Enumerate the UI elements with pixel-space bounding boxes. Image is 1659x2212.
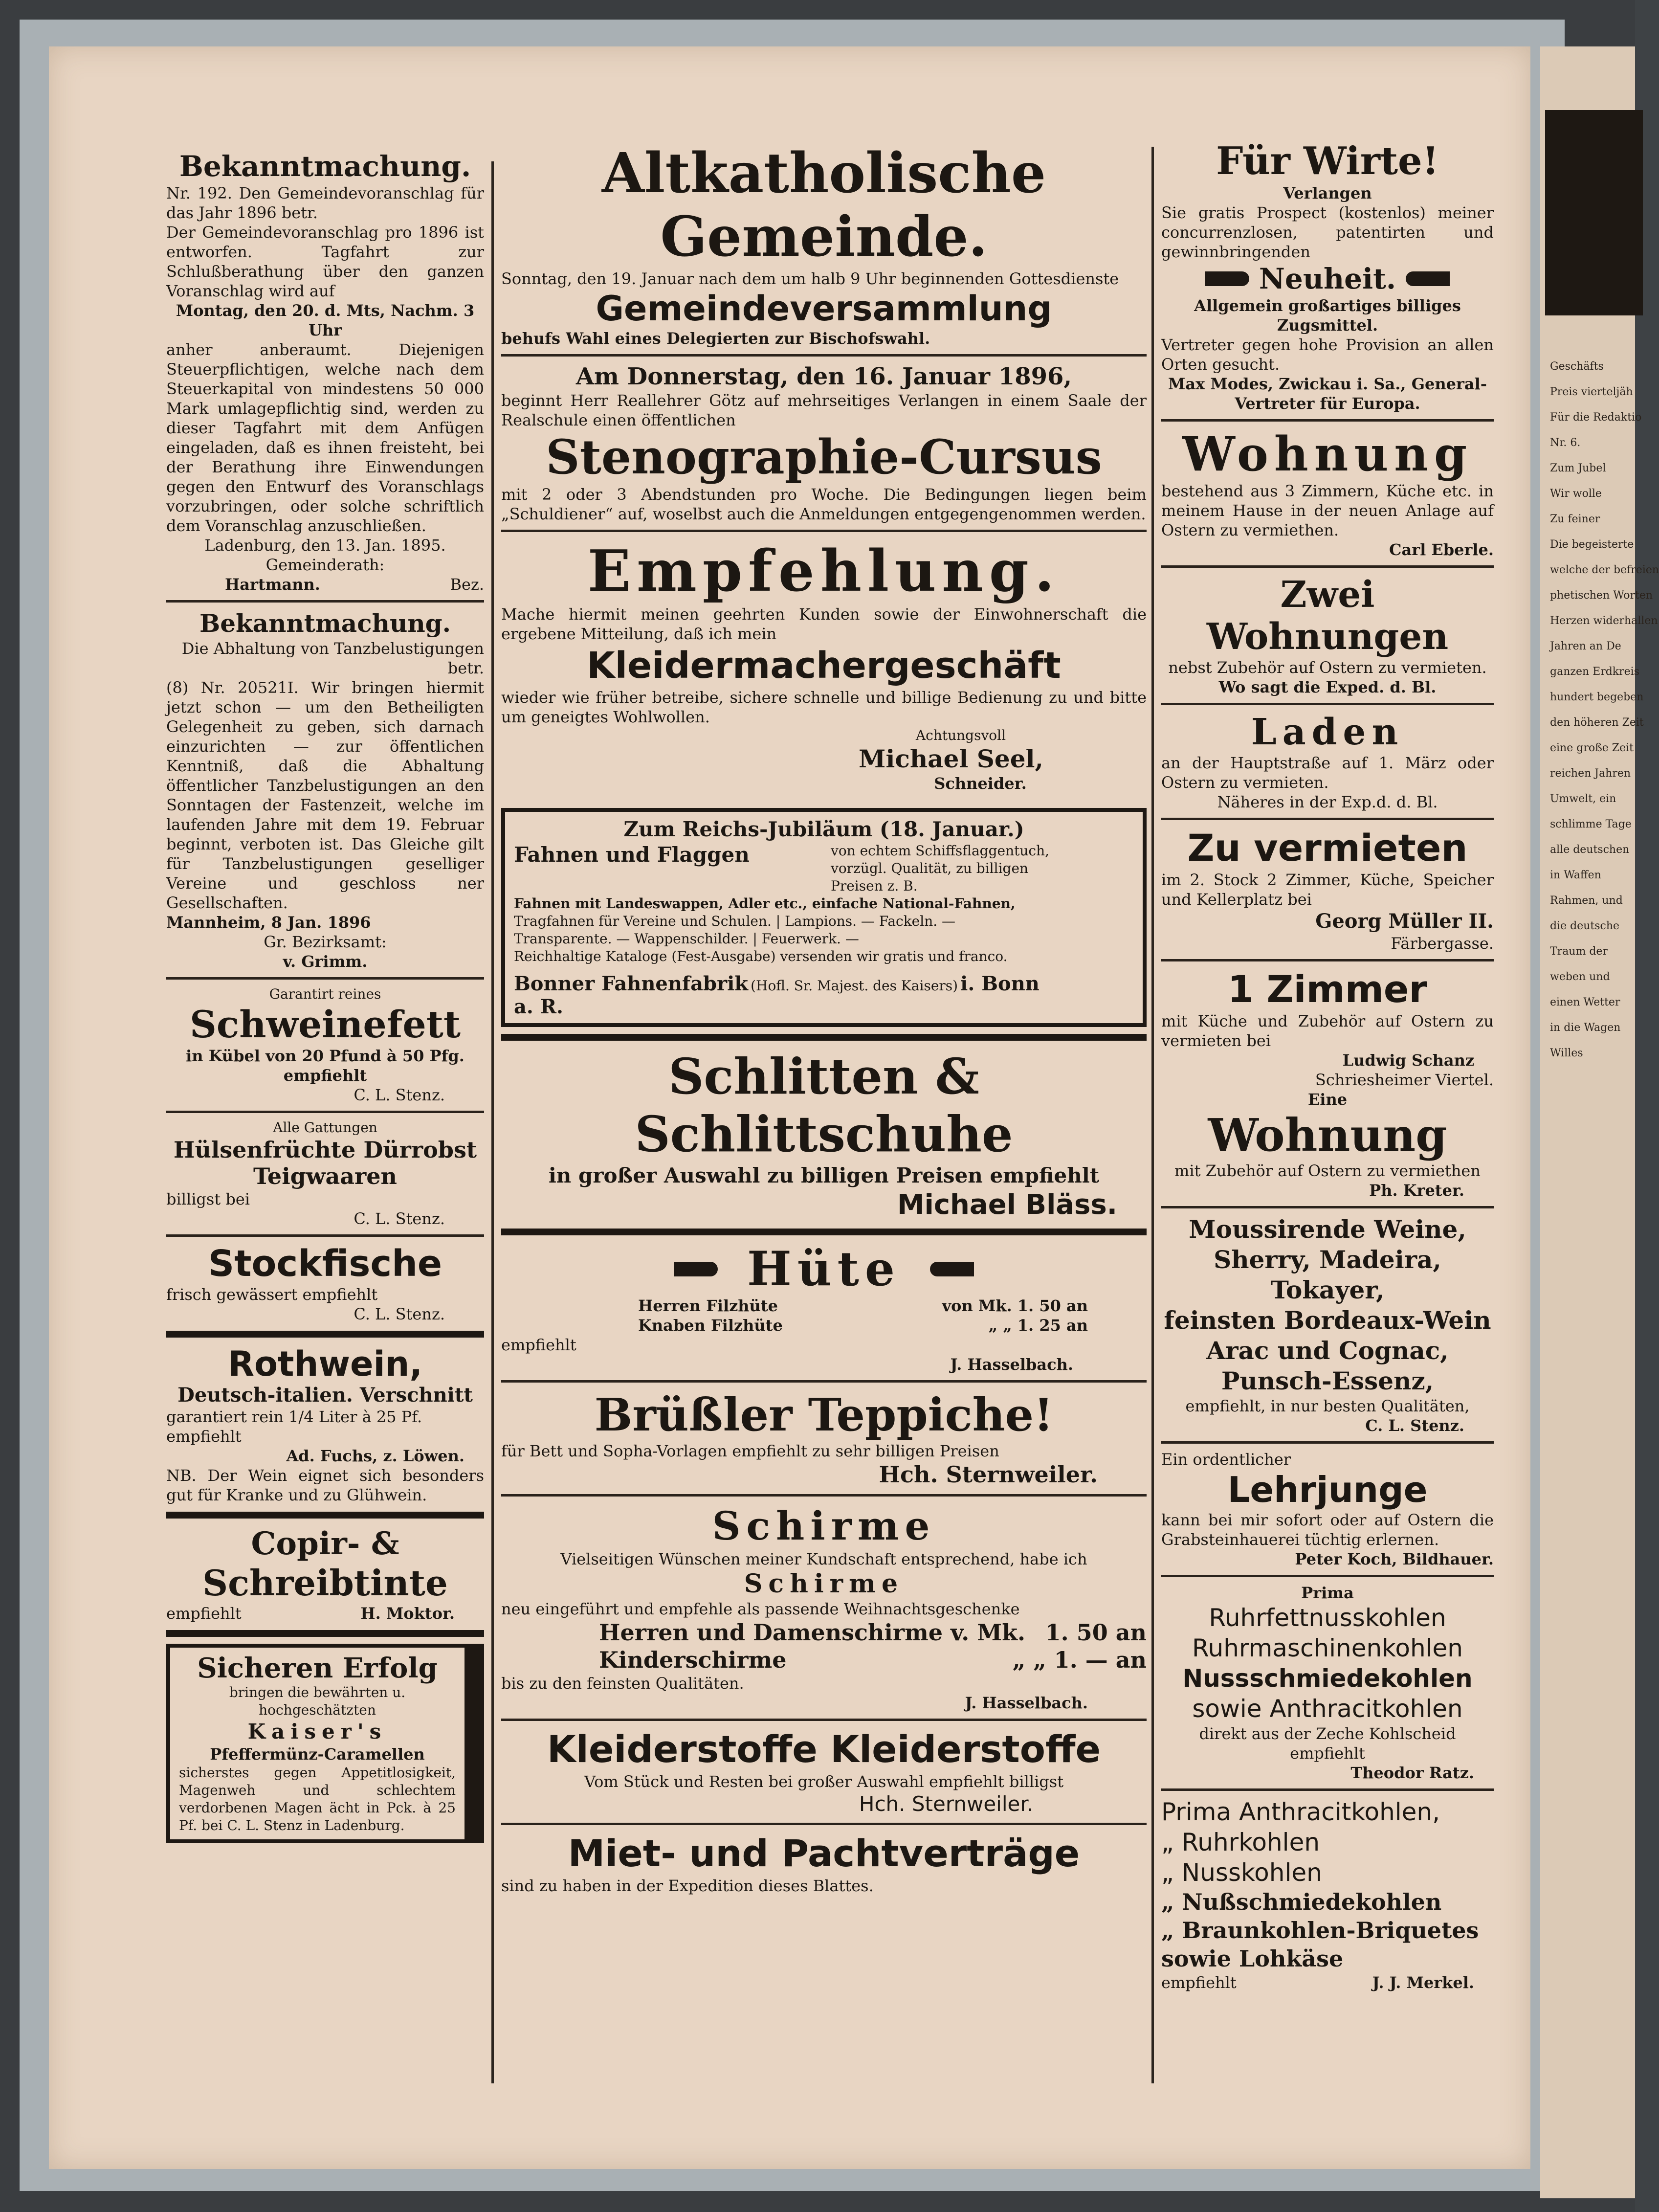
ad-coal-2 [1161,1797,1494,1992]
ad-wines-l1: Moussirende Weine, [1189,1215,1466,1244]
ad-apprentice [1161,1450,1494,1569]
ad-red-wine-sig: Ad. Fuchs, z. Löwen. [286,1447,465,1465]
ad-innkeepers-head: Neuheit. [1259,262,1396,295]
divider-thick [166,1630,484,1637]
ad-fabrics-body: Vom Stück und Resten bei großer Auswahl empfiehlt billigst [584,1772,1064,1791]
ad-coal-1-l1: Ruhrfettnusskohlen [1209,1604,1446,1632]
notice-budget-body2: anher anberaumt. Diejenigen Steuerpflichtigen, welche nach dem Steuerkapital von mindestens 50 000 Mark umlagepflichtig sind, werden zu dieser Tagfahrt mit dem Anfügen eingeladen, daß es ihnen freisteht, bei der Berathung ihre Einwendungen gegen den Entwurf des Voranschlags vorzubringen, oder solche schriftlich dem Voranschlag anzuschließen. [166,340,484,535]
next-page-line: Wir wolle [1550,488,1602,500]
divider [1161,1206,1494,1208]
ad-room-body: mit Küche und Zubehör auf Ostern zu vermieten bei [1161,1012,1494,1050]
ad-tailor-body2: wieder wie früher betreibe, sichere schnelle und billige Bedienung zu und bitte um geneigtes Wohlwollen. [501,688,1147,726]
ad-tailor-head: Kleidermachergeschäft [587,645,1061,687]
notice-dance-place: Mannheim, 8 Jan. 1896 [166,913,371,932]
ad-innkeepers-sub: Verlangen [1283,184,1372,202]
notice-budget [166,149,484,594]
ad-wines-l4: Arac und Cognac, [1206,1336,1449,1365]
ad-legumes-pre: Alle Gattungen [273,1119,377,1136]
ad-carpets-body: für Bett und Sopha-Vorlagen empfiehlt zu sehr billigen Preisen [501,1442,999,1460]
ad-umbrellas [501,1502,1147,1713]
ad-flags-l1: Fahnen mit Landeswappen, Adler etc., einfache National-Fahnen, [514,895,1016,912]
next-page-line: in die Wagen [1550,1022,1621,1034]
ad-old-catholic-title: Altkatholische Gemeinde. [601,141,1046,269]
ad-coal-2-l5: „ Braunkohlen-Briquetes [1161,1917,1479,1944]
divider [501,530,1147,532]
ad-fabrics-sig: Hch. Sternweiler. [859,1792,1034,1816]
notice-budget-line: Nr. 192. Den Gemeindevoranschlag für das Jahr 1896 betr. [166,184,484,222]
notice-dance [166,608,484,971]
notice-budget-sig3: Bez. [450,575,484,594]
divider [501,1719,1147,1721]
ad-for-rent-sig2: Färbergasse. [1391,934,1494,953]
divider [1161,818,1494,820]
next-page-line: die deutsche [1550,920,1620,932]
ad-hats-r2a: Knaben Filzhüte [638,1316,783,1335]
ad-legumes-sig: C. L. Stenz. [354,1209,445,1228]
ad-tailor-sig0: Achtungsvoll [915,727,1006,743]
ad-ink-title2: Schreibtinte [202,1562,448,1604]
column-rule-right [1151,147,1154,2083]
ad-hats [501,1242,1147,1374]
divider [1161,1441,1494,1444]
ad-red-wine-body: garantiert rein 1/4 Liter à 25 Pf. empfiehlt [166,1408,422,1446]
ad-contracts-title: Miet- und Pachtverträge [568,1832,1080,1875]
ad-umbrellas-r1b: 1. 50 an [1045,1619,1147,1646]
next-page-line: schlimme Tage [1550,818,1632,830]
ad-red-wine-nb: NB. Der Wein eignet sich besonders gut für Kranke und zu Glühwein. [166,1466,484,1504]
ad-apprentice-pre: Ein ordentlicher [1161,1450,1291,1469]
next-page-line: Herzen widerhallen [1550,615,1658,627]
notice-budget-title: Bekanntmachung. [179,150,471,183]
ad-two-apartments-title: Zwei Wohnungen [1206,574,1449,658]
next-page-line: Preis vierteljäh [1550,386,1633,398]
ad-coal-1-l4: sowie Anthracitkohlen [1192,1695,1463,1723]
notice-budget-place: Ladenburg, den 13. Jan. 1895. [204,536,446,555]
ad-stenography [501,362,1147,524]
ad-red-wine-sub: Deutsch-italien. Verschnitt [177,1384,473,1407]
ad-kaiser-body: bringen die bewährten u. hochgeschätzten [229,1684,406,1718]
ad-for-rent-sig: Georg Müller II. [1315,910,1494,933]
ad-stockfish [166,1243,484,1324]
ad-apprentice-body: kann bei mir sofort oder auf Ostern die Grabsteinhauerei tüchtig erlernen. [1161,1511,1494,1549]
ad-hats-title: Hüte [747,1241,901,1296]
ad-apartment-1-title: Wohnung [1182,426,1473,482]
next-page-line: Rahmen, und [1550,894,1623,907]
notice-budget-sig1: Gemeinderath: [265,556,385,574]
ad-tailor-body: Mache hiermit meinen geehrten Kunden sowie der Einwohnerschaft die ergebene Mitteilung, daß ich mein [501,605,1147,643]
ad-coal-1-pre: Prima [1301,1584,1354,1602]
ad-coal-1-l3: Nussschmiedekohlen [1182,1664,1473,1693]
ad-stenography-body: beginnt Herr Reallehrer Götz auf mehrseitiges Verlangen in einem Saale der Realschule einen öffentlichen [501,391,1147,429]
ad-coal-1-body: direkt aus der Zeche Kohlscheid empfiehlt [1199,1724,1456,1763]
ad-shop-body: an der Hauptstraße auf 1. März oder Ostern zu vermieten. [1161,754,1494,792]
ad-innkeepers-sig: Max Modes, Zwickau i. Sa., General-Vertreter für Europa. [1168,375,1487,413]
ad-for-rent-body: im 2. Stock 2 Zimmer, Küche, Speicher und Kellerplatz bei [1161,871,1494,909]
ad-umbrellas-r1a: Herren und Damenschirme v. Mk. [599,1619,1026,1646]
right-column [1161,139,1494,1992]
ad-tailor-sig2: Schneider. [934,774,1027,793]
notice-dance-sig2: v. Grimm. [283,952,368,971]
ad-apartment-2-title: Wohnung [1208,1109,1447,1162]
ad-flags-l4: Reichhaltige Kataloge (Fest-Ausgabe) versenden wir gratis und franco. [514,948,1008,964]
divider-thick [501,1034,1147,1041]
ad-coal-2-l4: „ Nußschmiedekohlen [1161,1889,1442,1915]
next-page-line: einen Wetter [1550,996,1620,1008]
ad-sleds [501,1048,1147,1222]
ad-shop [1161,711,1494,812]
ad-two-apartments [1161,574,1494,697]
ad-apartment-1 [1161,427,1494,559]
ad-legumes-title2: Teigwaaren [253,1163,397,1189]
ad-innkeepers-body3: Vertreter gegen hohe Provision an allen Orten gesucht. [1161,335,1494,374]
ad-stenography-body2: mit 2 oder 3 Abendstunden pro Woche. Die Bedingungen liegen beim „Schuldiener“ auf, woselbst auch die Anmeldungen entgegengenommen werden. [501,485,1147,523]
ad-hats-sig: J. Hasselbach. [950,1355,1073,1374]
next-page-line: reichen Jahren [1550,767,1631,780]
ad-wines-l5: Punsch-Essenz, [1221,1366,1434,1395]
next-page-line: ganzen Erdkreis [1550,666,1639,678]
ad-innkeepers-body2: Allgemein großartiges billiges Zugsmittel. [1194,296,1461,335]
next-page-line: alle deutschen [1550,844,1630,856]
ad-room [1161,967,1494,1090]
ad-fabrics-title: Kleiderstoffe Kleiderstoffe [547,1727,1101,1771]
next-page-line: Für die Redaktio [1550,411,1642,424]
ad-old-catholic [501,142,1147,348]
ad-apartment-2 [1161,1090,1494,1200]
ad-hats-r1b: von Mk. 1. 50 an [942,1296,1088,1315]
ad-stockfish-sig: C. L. Stenz. [354,1305,445,1323]
ad-coal-1 [1161,1583,1494,1783]
column-rule-left [491,161,494,2083]
ad-flags-t1: Fahnen und Flaggen [514,843,750,867]
next-page-line: eine große Zeit [1550,742,1634,754]
ad-contracts-body: sind zu haben in der Expedition dieses Blattes. [501,1877,874,1895]
ad-stockfish-title: Stockfische [208,1243,442,1285]
ad-innkeepers-body: Sie gratis Prospect (kostenlos) meiner concurrenzlosen, patentirten und gewinnbringenden [1161,203,1494,261]
ad-coal-2-l1: Prima Anthracitkohlen, [1161,1798,1440,1826]
next-page-line: Traum der [1550,945,1608,958]
ad-umbrellas-r2b: „ „ 1. — an [1012,1647,1147,1673]
ad-fabrics [501,1727,1147,1817]
ad-hats-body: empfiehlt [501,1336,576,1354]
ad-carpets [501,1388,1147,1488]
ad-flags-t1b: von echtem Schiffsflaggentuch, vorzügl. Qualität, zu billigen Preisen z. B. [831,843,1050,894]
ad-two-apartments-body2: Wo sagt die Exped. d. Bl. [1218,678,1437,696]
next-page-line: weben und [1550,971,1610,983]
ad-legumes-title1: Hülsenfrüchte Dürrobst [173,1137,477,1163]
ad-lard [166,985,484,1105]
masthead-fragment [1545,110,1643,315]
ad-legumes-body: billigst bei [166,1190,250,1208]
ad-umbrellas-head: Schirme [744,1569,904,1599]
ad-apprentice-sig: Peter Koch, Bildhauer. [1295,1550,1494,1568]
ad-apartment-2-sig: Ph. Kreter. [1369,1181,1464,1200]
divider [166,977,484,980]
next-page-line: den höheren Zeit [1550,716,1644,729]
ad-umbrellas-body2: neu eingeführt und empfehle als passende Weihnachtsgeschenke [501,1600,1020,1618]
ad-coal-1-l2: Ruhrmaschinenkohlen [1192,1634,1463,1662]
ad-room-sig2: Schriesheimer Viertel. [1315,1071,1494,1089]
ad-wines-l2: Sherry, Madeira, Tokayer, [1214,1245,1441,1304]
ad-umbrellas-body3: bis zu den feinsten Qualitäten. [501,1674,744,1693]
next-page-line: Geschäfts [1550,360,1604,373]
notice-budget-body: Der Gemeindevoranschlag pro 1896 ist entworfen. Tagfahrt zur Schlußberathung über den ganzen Voranschlag wird auf [166,223,484,300]
notice-dance-sig1: Gr. Bezirksamt: [264,933,387,951]
ad-umbrellas-body: Vielseitigen Wünschen meiner Kundschaft entsprechend, habe ich [560,1550,1087,1568]
next-page-line: Willes [1550,1047,1583,1059]
ad-coal-2-l3: „ Nusskohlen [1161,1858,1322,1887]
ad-for-rent-title: Zu vermieten [1187,826,1468,870]
ad-innkeepers [1161,139,1494,413]
next-page-line: hundert begeben [1550,691,1644,703]
ad-flags [501,808,1147,1027]
left-column [166,149,484,1847]
ad-lard-pre: Garantirt reines [269,986,381,1002]
divider [501,1494,1147,1497]
next-page-line: welche der befreien [1550,564,1659,576]
ad-wines [1161,1214,1494,1435]
next-page-line: Jahren an De [1550,640,1621,652]
ad-coal-1-sig: Theodor Ratz. [1350,1764,1474,1782]
ad-carpets-title: Brüßler Teppiche! [594,1388,1054,1441]
divider [1161,703,1494,705]
divider [501,1823,1147,1825]
next-page-line: Zu feiner [1550,513,1600,525]
ad-kaiser [166,1644,484,1843]
ad-sleds-sig: Michael Bläss. [897,1189,1117,1221]
divider [1161,959,1494,961]
divider [166,1234,484,1237]
divider [501,1380,1147,1383]
next-page-line: Zum Jubel [1550,462,1606,474]
pointing-hand-icon [674,1262,718,1276]
ad-carpets-sig: Hch. Sternweiler. [879,1461,1098,1488]
ad-ink-title1: Copir- & [251,1525,399,1562]
ad-sleds-title: Schlitten & Schlittschuhe [635,1048,1013,1163]
next-page-line: Die begeisterte [1550,538,1634,551]
ad-lard-body: in Kübel von 20 Pfund à 50 Pfg. empfiehlt [186,1047,465,1085]
ad-hats-r1a: Herren Filzhüte [638,1296,778,1315]
ad-kaiser-title: Sicheren Erfolg [197,1652,438,1684]
ad-tailor-title: Empfehlung. [587,538,1061,604]
ad-flags-l3: Transparente. — Wappenschilder. | Feuerwerk. — [514,931,859,947]
divider-thick [501,1229,1147,1235]
ad-wines-l3: feinsten Bordeaux-Wein [1164,1306,1491,1335]
ad-kaiser-brand: Kaiser's [247,1720,387,1743]
ad-apartment-2-body: mit Zubehör auf Ostern zu vermiethen [1174,1162,1481,1180]
ad-coal-2-l2: „ Ruhrkohlen [1161,1828,1320,1856]
next-page-line: Nr. 6. [1550,437,1581,449]
ad-wines-sig: C. L. Stenz. [1365,1416,1464,1435]
pointing-hand-icon [1406,271,1450,286]
divider-thick [166,1331,484,1338]
ad-kaiser-product: Pfeffermünz-Caramellen [210,1745,425,1764]
ad-old-catholic-head: Gemeindeversammlung [596,289,1052,329]
ad-umbrellas-sig: J. Hasselbach. [965,1694,1088,1712]
divider [1161,419,1494,422]
ad-apartment-1-sig: Carl Eberle. [1389,540,1494,559]
ad-stenography-line: Am Donnerstag, den 16. Januar 1896, [575,363,1072,390]
ad-innkeepers-title: Für Wirte! [1216,139,1439,183]
ad-stenography-title: Stenographie-Cursus [546,429,1102,485]
divider [501,354,1147,357]
notice-dance-sub: Die Abhaltung von Tanzbelustigungen betr. [181,639,484,677]
ad-old-catholic-line: Sonntag, den 19. Januar nach dem um halb 9 Uhr beginnenden Gottesdienste [501,269,1119,288]
ad-coal-2-l6: sowie Lohkäse [1161,1945,1344,1972]
ad-ink-body: empfiehlt [166,1604,242,1623]
ad-tailor-sig1: Michael Seel, [859,744,1043,773]
ad-umbrellas-r2a: Kinderschirme [599,1647,787,1673]
ad-apartment-1-body: bestehend aus 3 Zimmern, Küche etc. in meinem Hause in der neuen Anlage auf Ostern zu vermiethen. [1161,482,1494,539]
ad-red-wine-title: Rothwein, [228,1344,422,1384]
ad-room-sig: Ludwig Schanz [1342,1051,1474,1070]
ad-coal-2-body: empfiehlt [1161,1973,1237,1992]
divider [1161,1575,1494,1577]
ad-shop-body2: Näheres in der Exp.d. d. Bl. [1217,793,1438,811]
next-page-line: Umwelt, ein [1550,793,1616,805]
next-page-edge [1540,46,1659,2198]
ad-apartment-2-pre: Eine [1307,1090,1348,1109]
center-column [501,142,1147,1896]
ad-flags-firm: Bonner Fahnenfabrik [514,972,749,995]
ad-kaiser-body2: sicherstes gegen Appetitlosigkeit, Magenweh und schlechtem verdorbenen Magen ächt in Pck. à 25 Pf. bei C. L. Stenz in Ladenburg. [179,1765,456,1833]
ad-for-rent [1161,826,1494,953]
ad-tailor [501,538,1147,793]
divider-thick [166,1512,484,1519]
ad-lard-sig: C. L. Stenz. [354,1086,445,1104]
divider [1161,1788,1494,1791]
ad-ink-sig: H. Moktor. [360,1604,455,1623]
next-page-line: phetischen Worten [1550,589,1653,602]
ad-red-wine [166,1344,484,1505]
divider [166,1111,484,1113]
ad-stockfish-body: frisch gewässert empfiehlt [166,1285,378,1304]
notice-budget-sig2: Hartmann. [225,575,320,594]
next-page-line: in Waffen [1550,869,1601,881]
notice-budget-date: Montag, den 20. d. Mts, Nachm. 3 Uhr [176,301,475,339]
pointing-hand-icon [930,1262,974,1276]
ad-wines-body: empfiehlt, in nur besten Qualitäten, [1185,1397,1470,1415]
notice-dance-title: Bekanntmachung. [199,609,451,638]
divider [1161,565,1494,568]
ad-coal-2-sig: J. J. Merkel. [1372,1973,1474,1992]
ad-sleds-body: in großer Auswahl zu billigen Preisen empfiehlt [548,1163,1100,1187]
ad-flags-firm3: i. Bonn a. R. [514,972,1040,1018]
ad-contracts [501,1831,1147,1896]
ad-umbrellas-title: Schirme [712,1503,936,1549]
ad-apprentice-title: Lehrjunge [1227,1469,1428,1510]
ad-flags-head: Zum Reichs-Jubiläum (18. Januar.) [623,817,1024,841]
ad-ink [166,1525,484,1623]
ad-shop-title: Laden [1251,711,1404,753]
ad-flags-l2: Tragfahnen für Vereine und Schulen. | Lampions. — Fackeln. — [514,913,956,929]
ad-two-apartments-body: nebst Zubehör auf Ostern zu vermieten. [1168,658,1487,677]
ad-lard-title: Schweinefett [190,1003,461,1046]
ad-flags-firm2: (Hofl. Sr. Majest. des Kaisers) [751,978,958,994]
ad-legumes [166,1119,484,1229]
ad-room-title: 1 Zimmer [1228,967,1427,1011]
ad-old-catholic-body: behufs Wahl eines Delegierten zur Bischofswahl. [501,329,930,348]
divider [166,600,484,603]
pointing-hand-icon [1205,271,1249,286]
notice-dance-body: (8) Nr. 20521I. Wir bringen hiermit jetzt schon — um den Betheiligten Gelegenheit zu geben, sich darnach einzurichten — zur öffentlichen Kenntniß, daß die Abhaltung öffentlicher Tanzbelustigungen an den Sonntagen der Fastenzeit, welche im laufenden Jahre mit dem 19. Februar beginnt, verboten ist. Das Gleiche gilt für Tanzbelustigungen geselliger Vereine und geschloss ner Gesellschaften. [166,678,484,912]
ad-hats-r2b: „ „ 1. 25 an [988,1316,1088,1335]
